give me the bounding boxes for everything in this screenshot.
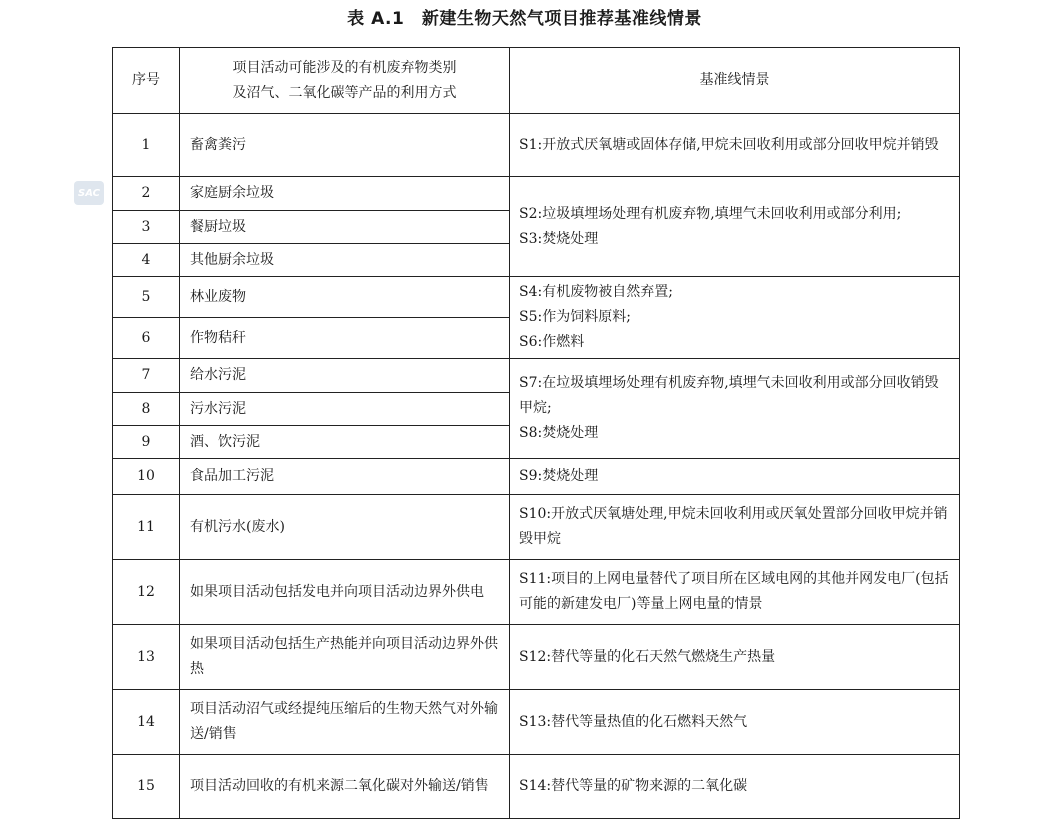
row-no: 7 — [113, 359, 180, 393]
row-no: 15 — [113, 755, 180, 819]
baseline-line: S3:焚烧处理 — [519, 230, 599, 247]
row-category: 酒、饮污泥 — [180, 426, 510, 459]
row-no: 3 — [113, 211, 180, 244]
table-row — [113, 560, 960, 625]
row-category: 餐厨垃圾 — [180, 211, 510, 244]
baseline-cell — [510, 495, 960, 560]
baseline-line: S5:作为饲料原料; — [519, 309, 631, 325]
baseline-line: S10:开放式厌氧塘处理,甲烷未回收利用或厌氧处置部分回收甲烷并销毁甲烷 — [519, 506, 948, 547]
baseline-cell — [510, 459, 960, 495]
row-no: 5 — [113, 277, 180, 318]
table-row — [113, 277, 960, 318]
row-no: 14 — [113, 690, 180, 755]
table-row — [113, 690, 960, 755]
row-category: 如果项目活动包括发电并向项目活动边界外供电 — [180, 560, 510, 625]
row-category: 畜禽粪污 — [180, 114, 510, 177]
table-row — [113, 177, 960, 211]
baseline-line: S14:替代等量的矿物来源的二氧化碳 — [519, 778, 748, 794]
baseline-cell — [510, 359, 960, 459]
header-category-line1: 项目活动可能涉及的有机废弃物类别 — [232, 59, 457, 76]
table-row — [113, 625, 960, 690]
row-no: 10 — [113, 459, 180, 495]
baseline-cell — [510, 177, 960, 277]
baseline-cell — [510, 560, 960, 625]
sac-watermark-logo: SAC — [74, 181, 104, 205]
table-row — [113, 459, 960, 495]
baseline-line: S7:在垃圾填埋场处理有机废弃物,填埋气未回收利用或部分回收销毁甲烷; — [519, 375, 939, 416]
row-no: 1 — [113, 114, 180, 177]
row-category: 林业废物 — [180, 277, 510, 318]
baseline-line: S1:开放式厌氧塘或固体存储,甲烷未回收利用或部分回收甲烷并销毁 — [519, 136, 939, 153]
header-category-line2: 及沼气、二氧化碳等产品的利用方式 — [232, 84, 457, 101]
row-category: 食品加工污泥 — [180, 459, 510, 495]
row-category: 给水污泥 — [180, 359, 510, 393]
row-category: 其他厨余垃圾 — [180, 244, 510, 277]
baseline-cell — [510, 755, 960, 819]
baseline-cell — [510, 277, 960, 359]
baseline-line: S4:有机废物被自然弃置; — [519, 284, 673, 300]
row-category: 家庭厨余垃圾 — [180, 177, 510, 211]
table-title: 表 A.1 新建生物天然气项目推荐基准线情景 — [347, 9, 702, 29]
baseline-table — [112, 47, 960, 819]
baseline-line: S13:替代等量热值的化石燃料天然气 — [519, 713, 748, 730]
baseline-cell — [510, 114, 960, 177]
row-no: 9 — [113, 426, 180, 459]
header-category — [180, 48, 510, 114]
baseline-line: S2:垃圾填埋场处理有机废弃物,填埋气未回收利用或部分利用; — [519, 205, 902, 222]
baseline-line: S8:焚烧处理 — [519, 425, 599, 441]
row-no: 6 — [113, 318, 180, 359]
row-category: 作物秸秆 — [180, 318, 510, 359]
row-no: 13 — [113, 625, 180, 690]
header-no: 序号 — [113, 48, 180, 114]
row-category: 有机污水(废水) — [180, 495, 510, 560]
row-no: 8 — [113, 393, 180, 426]
baseline-line: S12:替代等量的化石天然气燃烧生产热量 — [519, 648, 776, 665]
row-category: 污水污泥 — [180, 393, 510, 426]
table-row — [113, 495, 960, 560]
row-category: 如果项目活动包括生产热能并向项目活动边界外供热 — [180, 625, 510, 690]
baseline-line: S9:焚烧处理 — [519, 468, 599, 484]
table-row — [113, 359, 960, 393]
baseline-cell — [510, 625, 960, 690]
baseline-line: S11:项目的上网电量替代了项目所在区域电网的其他并网发电厂(包括可能的新建发电厂)等量上网电量的情景 — [519, 571, 949, 612]
table-header-row — [113, 48, 960, 114]
header-baseline: 基准线情景 — [510, 48, 960, 114]
row-no: 4 — [113, 244, 180, 277]
row-no: 2 — [113, 177, 180, 211]
row-category: 项目活动沼气或经提纯压缩后的生物天然气对外输送/销售 — [180, 690, 510, 755]
row-no: 11 — [113, 495, 180, 560]
row-category: 项目活动回收的有机来源二氧化碳对外输送/销售 — [180, 755, 510, 819]
table-row — [113, 755, 960, 819]
baseline-line: S6:作燃料 — [519, 334, 585, 350]
baseline-cell — [510, 690, 960, 755]
row-no: 12 — [113, 560, 180, 625]
table-row — [113, 114, 960, 177]
